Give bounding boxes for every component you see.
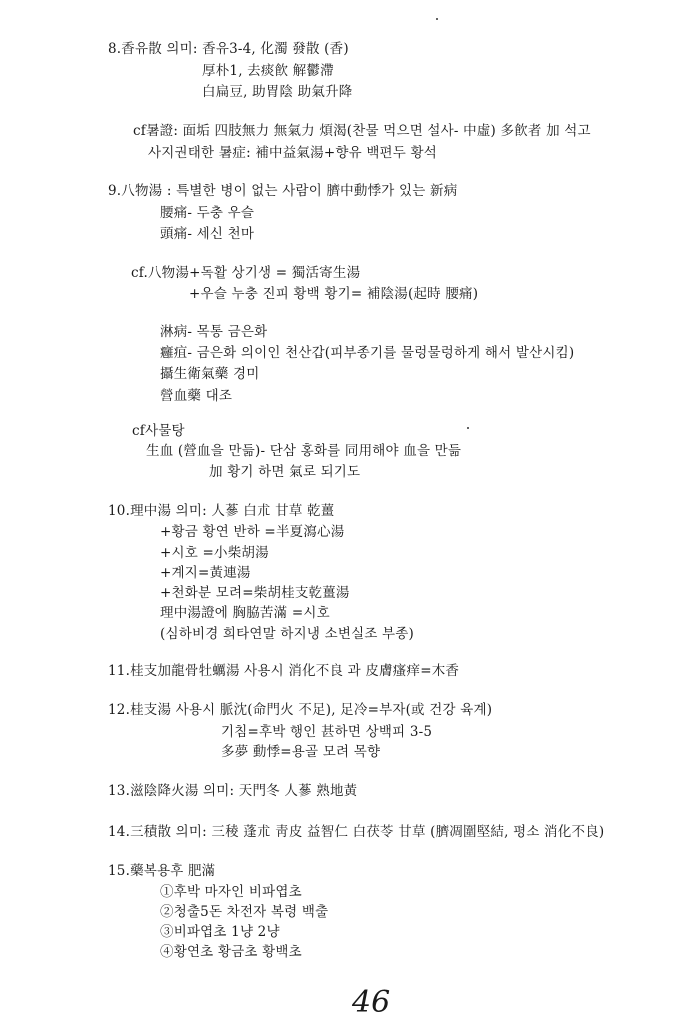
- text-line: 13.滋陰降火湯 의미: 天門冬 人蔘 熟地黃: [108, 783, 358, 799]
- text-line: +천화분 모려=柴胡桂支乾薑湯: [160, 585, 350, 601]
- scan-speck: [436, 18, 438, 20]
- text-line: 8.香유散 의미: 香유3-4, 化濁 發散 (香): [108, 41, 349, 57]
- text-line: 癰疽- 금은화 의이인 천산갑(피부종기를 물렁물렁하게 해서 발산시킴): [160, 345, 575, 361]
- text-line: 腰痛- 두충 우슬: [160, 205, 255, 221]
- text-line: 12.桂支湯 사용시 脈沈(命門火 不足), 足冷=부자(或 건강 육계): [108, 702, 493, 718]
- text-line: +시호 =小柴胡湯: [160, 545, 269, 561]
- text-line: 15.藥복용후 肥滿: [108, 863, 216, 879]
- text-line: 多夢 動悸=용골 모려 목향: [221, 744, 381, 760]
- text-line: 頭痛- 세신 천마: [160, 226, 255, 242]
- text-line: 厚朴1, 去痰飮 解鬱滯: [202, 63, 334, 79]
- text-line: 11.桂支加龍骨牡蠣湯 사용시 消化不良 과 皮膚瘙痒=木香: [108, 663, 460, 679]
- text-line: 營血藥 대조: [160, 388, 233, 404]
- text-line: 生血 (營血을 만듦)- 단삼 홍화를 同用해야 血을 만듦: [146, 443, 462, 459]
- scan-speck: [467, 427, 469, 429]
- text-line: 사지권태한 暑症: 補中益氣湯+향유 백편두 황석: [148, 145, 438, 161]
- text-line: (심하비경 희타연말 하지냉 소변실조 부종): [160, 626, 414, 642]
- text-line: 攝生衛氣藥 경미: [160, 366, 260, 382]
- text-line: 14.三積散 의미: 三稜 蓬朮 靑皮 益智仁 白茯苓 甘草 (臍凋圍堅結, 평소 消化不良): [108, 824, 605, 840]
- text-line: cf暑證: 面垢 四肢無力 無氣力 煩渴(찬물 먹으면 설사- 中虛) 多飮者 加 석고: [133, 123, 591, 139]
- page-number: 46: [352, 985, 391, 1020]
- text-line: ③비파엽초 1냥 2냥: [160, 924, 280, 940]
- text-line: +우슬 누충 진피 황백 황기= 補陰湯(起時 腰痛): [189, 286, 479, 302]
- text-line: +계지=黃連湯: [160, 565, 251, 581]
- text-line: 加 황기 하면 氣로 되기도: [209, 464, 361, 480]
- text-line: ①후박 마자인 비파엽초: [160, 884, 302, 900]
- text-line: cf.八物湯+독활 상기생 = 獨活寄生湯: [131, 265, 361, 281]
- text-line: +황금 황연 반하 =半夏瀉心湯: [160, 524, 345, 540]
- text-line: ④황연초 황금초 황백초: [160, 944, 302, 960]
- text-line: 淋病- 목통 금은화: [160, 324, 268, 340]
- text-line: ②청출5돈 차전자 복령 백출: [160, 904, 329, 920]
- text-line: cf사물탕: [132, 423, 185, 439]
- text-line: 10.理中湯 의미: 人蔘 白朮 甘草 乾薑: [108, 503, 335, 519]
- text-line: 9.八物湯 : 특별한 병이 없는 사람이 臍中動悸가 있는 新病: [108, 183, 458, 199]
- text-line: 白扁豆, 助胃陰 助氣升降: [202, 84, 353, 100]
- text-line: 기침=후박 행인 甚하면 상백피 3-5: [221, 724, 433, 740]
- text-line: 理中湯證에 胸脇苦滿 =시호: [160, 605, 330, 621]
